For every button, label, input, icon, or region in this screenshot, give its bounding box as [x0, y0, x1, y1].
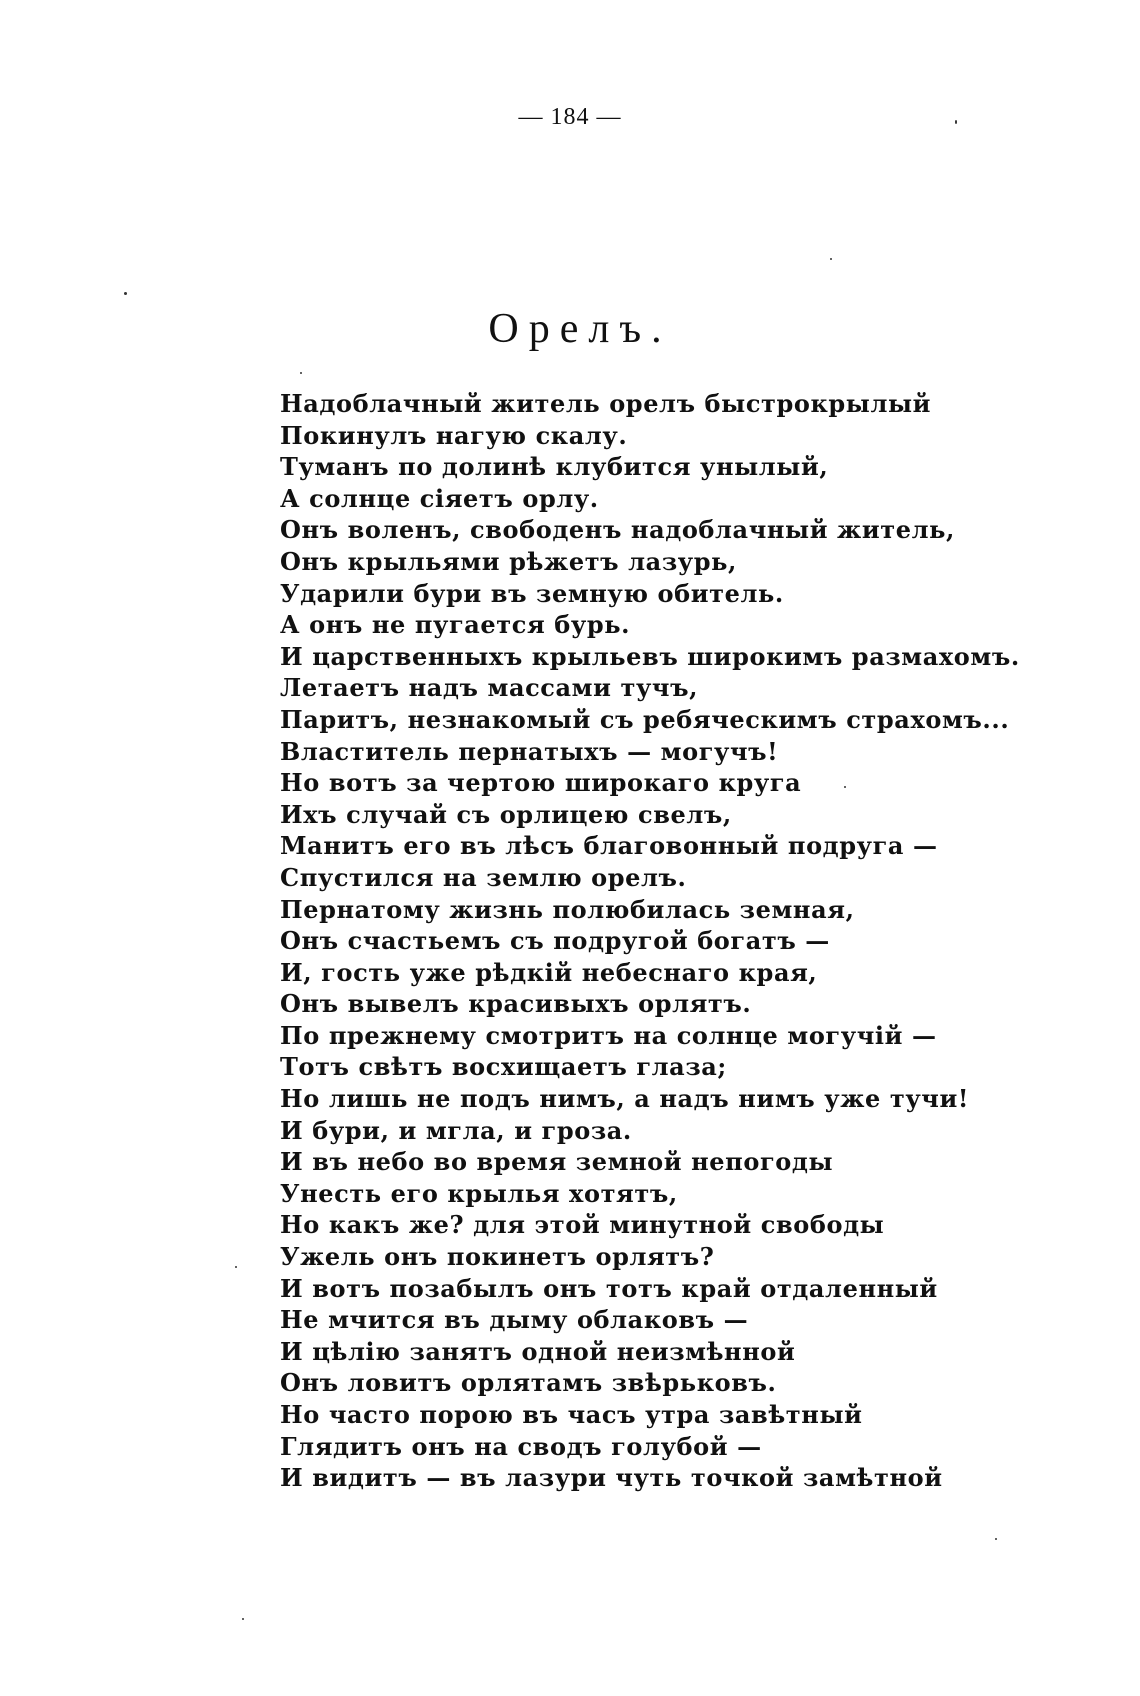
poem-line: Онъ счастьемъ съ подругой богатъ — — [280, 926, 830, 956]
poem-line: Онъ вывелъ красивыхъ орлятъ. — [280, 989, 752, 1019]
poem-line: И цѣлію занятъ одной неизмѣнной — [280, 1336, 796, 1366]
poem-line: А онъ не пугается бурь. — [280, 610, 631, 640]
poem-line: И, гость уже рѣдкій небеснаго края, — [280, 957, 818, 987]
poem-line: Паритъ, незнакомый съ ребяческимъ страхомъ... — [280, 704, 1010, 734]
poem-line: Онъ ловитъ орлятамъ звѣрьковъ. — [280, 1368, 777, 1398]
scan-speck — [844, 786, 846, 788]
poem-line: Туманъ по долинѣ клубится унылый, — [280, 452, 829, 482]
poem-line: Но часто порою въ часъ утра завѣтный — [280, 1400, 863, 1429]
poem-line: Покинулъ нагую скалу. — [280, 420, 628, 450]
page-number: — 184 — — [518, 104, 622, 130]
poem-line: Спустился на землю орелъ. — [280, 862, 687, 892]
poem-line: Но лишь не подъ нимъ, а надъ нимъ уже тучи! — [280, 1084, 969, 1114]
scan-speck — [300, 372, 302, 374]
poem-line: Властитель пернатыхъ — могучъ! — [280, 736, 779, 766]
poem-title: Орелъ. — [488, 306, 672, 352]
poem-line: Тотъ свѣтъ восхищаетъ глаза; — [280, 1052, 727, 1082]
poem-line: По прежнему смотритъ на солнце могучій — — [280, 1020, 937, 1050]
poem-line: Ужель онъ покинетъ орлятъ? — [280, 1242, 715, 1272]
poem-line: И видитъ — въ лазури чуть точкой замѣтной — [280, 1463, 943, 1493]
scan-speck — [235, 1266, 237, 1268]
scan-speck — [124, 292, 127, 295]
poem-line: Манитъ его въ лѣсъ благовонный подруга — — [280, 831, 938, 861]
poem-line: И бури, и мгла, и гроза. — [280, 1115, 632, 1145]
poem-line: Унесть его крылья хотятъ, — [280, 1178, 678, 1208]
poem-line: Но какъ же? для этой минутной свободы — [280, 1210, 885, 1240]
poem-line: А солнце сіяетъ орлу. — [280, 483, 599, 513]
scan-speck — [955, 120, 957, 124]
poem-line: Глядитъ онъ на сводъ голубой — — [280, 1431, 762, 1461]
poem-line: Онъ воленъ, свободенъ надоблачный житель, — [280, 515, 956, 545]
poem-line: Пернатому жизнь полюбилась земная, — [280, 894, 855, 924]
scan-speck — [242, 1618, 244, 1620]
poem-line: Ихъ случай съ орлицею свелъ, — [280, 799, 732, 829]
poem-line: И царственныхъ крыльевъ широкимъ размахомъ. — [280, 641, 1020, 671]
scan-speck — [995, 1538, 997, 1540]
poem-line: И вотъ позабылъ онъ тотъ край отдаленный — [280, 1273, 938, 1303]
poem-line: Онъ крыльями рѣжетъ лазурь, — [280, 546, 737, 576]
poem-line: Не мчится въ дыму облаковъ — — [280, 1305, 749, 1335]
scan-speck — [830, 258, 832, 260]
poem-line: Надоблачный житель орелъ быстрокрылый — [280, 389, 932, 418]
poem-line: Ударили бури въ земную обитель. — [280, 578, 784, 608]
poem-line: И въ небо во время земной непогоды — [280, 1147, 834, 1177]
poem-line: Летаетъ надъ массами тучъ, — [280, 673, 699, 703]
poem-body — [280, 388, 1020, 1494]
poem-line: Но вотъ за чертою широкаго круга — [280, 768, 802, 798]
